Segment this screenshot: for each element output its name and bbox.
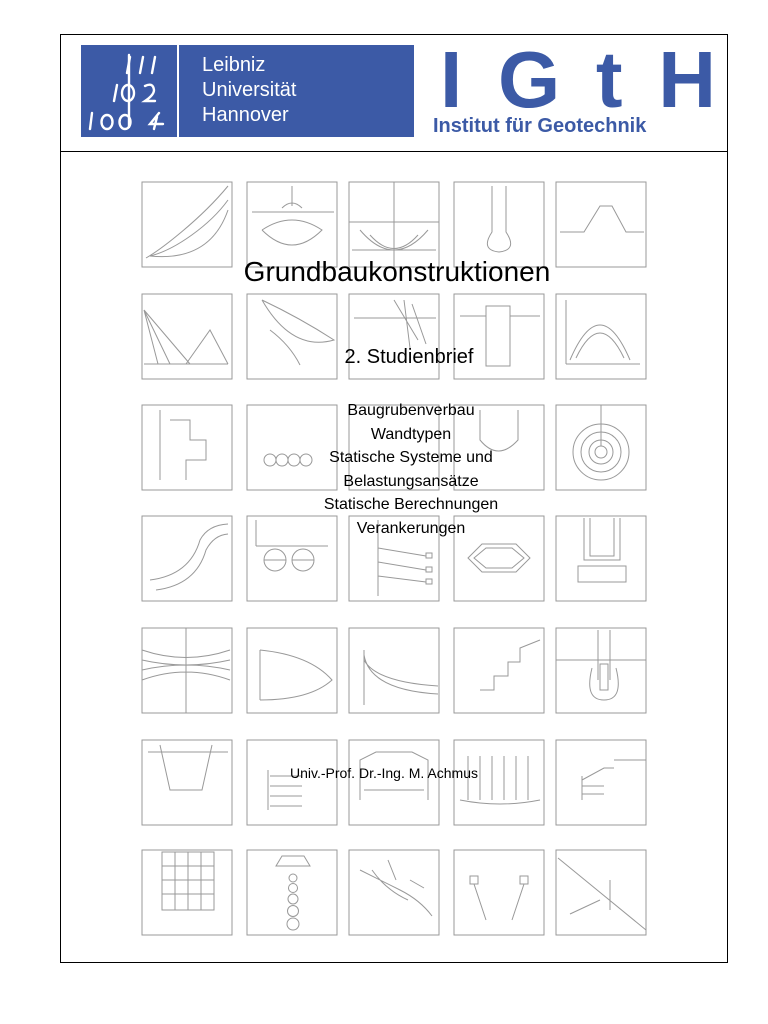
diagram-tile-embankment bbox=[556, 182, 646, 267]
diagram-tile-flow-lines bbox=[142, 628, 232, 713]
diagram-tile-bulb-column bbox=[556, 628, 646, 713]
topic-item: Wandtypen bbox=[370, 425, 452, 443]
topic-item: Statische Berechnungen bbox=[323, 496, 499, 514]
diagram-tile-footing-bulb bbox=[247, 182, 337, 267]
author-line: Univ.-Prof. Dr.-Ing. M. Achmus bbox=[289, 765, 478, 781]
topic-item: Statische Systeme und bbox=[329, 449, 493, 467]
topic-item: Baugrubenverbau bbox=[347, 402, 475, 419]
diagram-tile-layered-anchors bbox=[247, 740, 337, 825]
topic-item: Verankerungen bbox=[356, 519, 466, 537]
topic-item: Belastungsansätze bbox=[343, 472, 479, 490]
diagram-tile-lizard bbox=[349, 850, 439, 935]
diagram-tile-slip-circle bbox=[142, 182, 232, 267]
diagram-tile-pit bbox=[142, 740, 232, 825]
university-name-line: Universität bbox=[202, 79, 297, 101]
diagram-tile-stairs bbox=[454, 628, 544, 713]
diagram-tile-grid-wall bbox=[142, 850, 232, 935]
diagram-tile-s-curves bbox=[142, 516, 232, 601]
diagram-tile-bridge bbox=[349, 740, 439, 825]
document-title: Grundbaukonstruktionen bbox=[243, 256, 551, 287]
diagram-tile-pile bbox=[454, 182, 544, 267]
diagram-tile-stress-net bbox=[349, 182, 439, 267]
topic-list bbox=[228, 399, 594, 541]
diagram-tile-decay bbox=[349, 628, 439, 713]
diagram-tile-stepped-wall bbox=[142, 405, 232, 490]
svg-text:IGtH: IGtH bbox=[440, 43, 716, 115]
diagram-tile-comb bbox=[454, 740, 544, 825]
university-name-line: Leibniz bbox=[202, 54, 266, 76]
university-name-line: Hannover bbox=[202, 104, 289, 126]
diagram-tile-struts bbox=[454, 850, 544, 935]
document-subtitle: 2. Studienbrief bbox=[344, 346, 474, 368]
diagram-tile-retaining bbox=[556, 740, 646, 825]
diagram-tile-dome bbox=[247, 628, 337, 713]
diagram-tile-wedge bbox=[556, 850, 646, 935]
institute-name: Institut für Geotechnik bbox=[433, 115, 647, 137]
diagram-tile-bead-column bbox=[247, 850, 337, 935]
